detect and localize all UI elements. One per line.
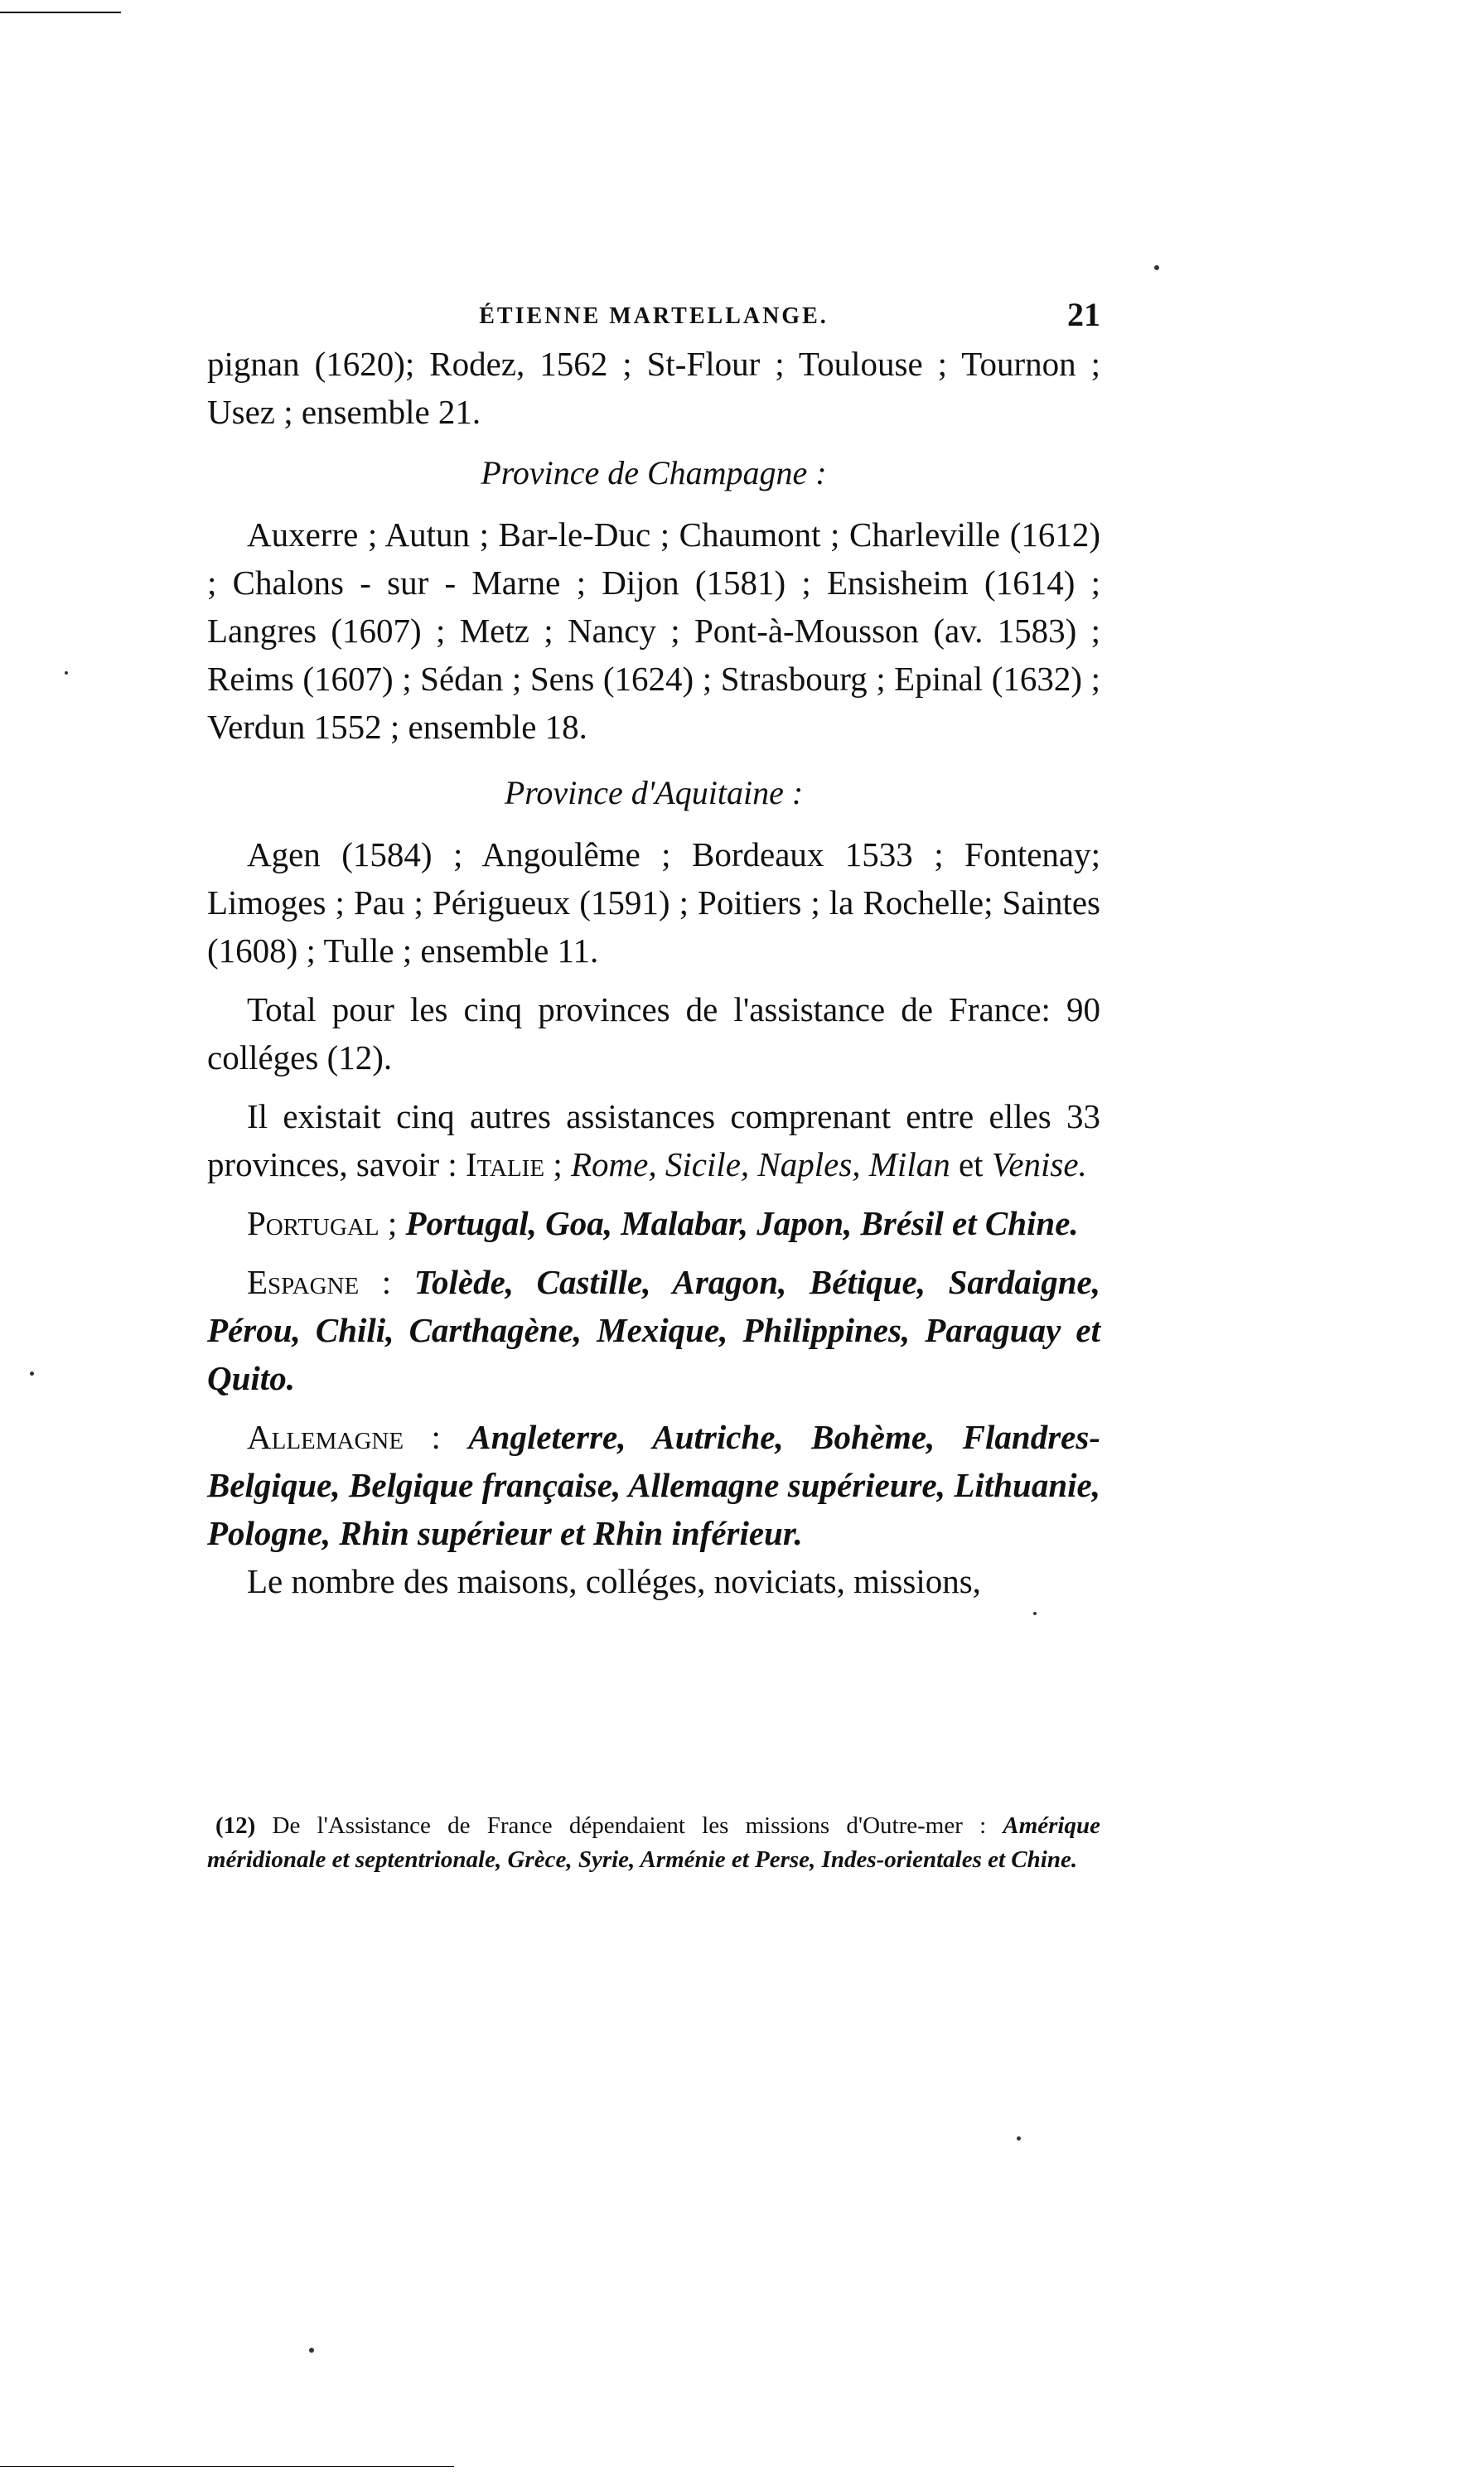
last-italie: Venise.	[991, 1145, 1087, 1183]
label-portugal: Portugal	[247, 1204, 379, 1242]
page-header	[207, 288, 1100, 338]
sep-italie: ;	[544, 1145, 571, 1183]
top-left-rule	[0, 12, 121, 13]
heading-aquitaine: Province d'Aquitaine :	[504, 774, 804, 811]
speck-6	[309, 2348, 314, 2353]
label-italie: Italie	[465, 1145, 545, 1183]
paragraph-allemagne	[207, 1413, 1100, 1557]
paragraph-aquitaine: Agen (1584) ; Angoulême ; Bordeaux 1533 ; Fontenay; Limoges ; Pau ; Périgueux (1591) ; Poitiers ; la Rochelle; Saintes (1608) ; Tulle ; ensemble 11.	[207, 835, 1100, 970]
footnote-text: De l'Assistance de France dépendaient les missions d'Outre-mer :	[255, 1812, 1003, 1839]
list-allemagne: Angleterre, Autriche, Bohème, Flandres-Belgique, Belgique française, Allemagne supérieure, Lithuanie, Pologne, Rhin supérieur et Rhin inférieur.	[207, 1418, 1100, 1552]
paragraph-espagne	[207, 1258, 1100, 1402]
speck-4	[1033, 1612, 1037, 1615]
list-portugal: Portugal, Goa, Malabar, Japon, Brésil et Chine.	[405, 1204, 1079, 1242]
page-body	[207, 340, 1100, 1605]
label-espagne: Espagne	[247, 1263, 360, 1301]
speck-2	[65, 671, 68, 675]
footnote-paragraph	[207, 1809, 1100, 1877]
paragraph-portugal	[207, 1199, 1100, 1247]
page-number: 21	[1067, 296, 1100, 333]
et-italie: et	[950, 1145, 992, 1183]
paragraph-champagne: Auxerre ; Autun ; Bar-le-Duc ; Chaumont ; Charleville (1612) ; Chalons - sur - Marne ; Dijon (1581) ; Ensisheim (1614) ; Langres (1607) ; Metz ; Nancy ; Pont-à-Mousson (av. 1583) ; Reims (1607) ; Sédan ; Sens (1624) ; Strasbourg ; Epinal (1632) ; Verdun 1552 ; ensemble 18.	[207, 515, 1100, 746]
bottom-left-rule	[0, 2466, 454, 2467]
footnote-italic-text: Amérique méridionale et septentrionale, Grèce, Syrie, Arménie et Perse, Indes-orientales et Chine.	[207, 1812, 1100, 1873]
paragraph-continuation: pignan (1620); Rodez, 1562 ; St-Flour ; Toulouse ; Tournon ; Usez ; ensemble 21.	[207, 345, 1100, 431]
paragraph-total: Total pour les cinq provinces de l'assistance de France: 90 colléges (12).	[207, 990, 1100, 1076]
paragraph-assistances	[207, 1092, 1100, 1188]
speck-1	[1154, 265, 1159, 270]
speck-3	[30, 1372, 34, 1376]
list-italie: Rome, Sicile, Naples, Milan	[570, 1145, 950, 1183]
footnote-label: (12)	[215, 1812, 256, 1839]
footnote	[207, 1809, 1100, 1877]
label-allemagne: Allemagne	[247, 1418, 404, 1456]
heading-champagne: Province de Champagne :	[481, 454, 827, 491]
sep-espagne: :	[359, 1263, 414, 1301]
list-espagne: Tolède, Castille, Aragon, Bétique, Sardaigne, Pérou, Chili, Carthagène, Mexique, Philippines, Paraguay et Quito.	[207, 1263, 1100, 1397]
sep-portugal: ;	[379, 1204, 406, 1242]
speck-5	[1017, 2136, 1021, 2141]
paragraph-last: Le nombre des maisons, colléges, noviciats, missions,	[247, 1562, 981, 1600]
assistances-text: Il existait cinq autres assistances comprenant entre elles 33 provinces, savoir :	[207, 1097, 1100, 1183]
sep-allemagne: :	[404, 1418, 469, 1456]
running-title: ÉTIENNE MARTELLANGE.	[479, 303, 829, 329]
